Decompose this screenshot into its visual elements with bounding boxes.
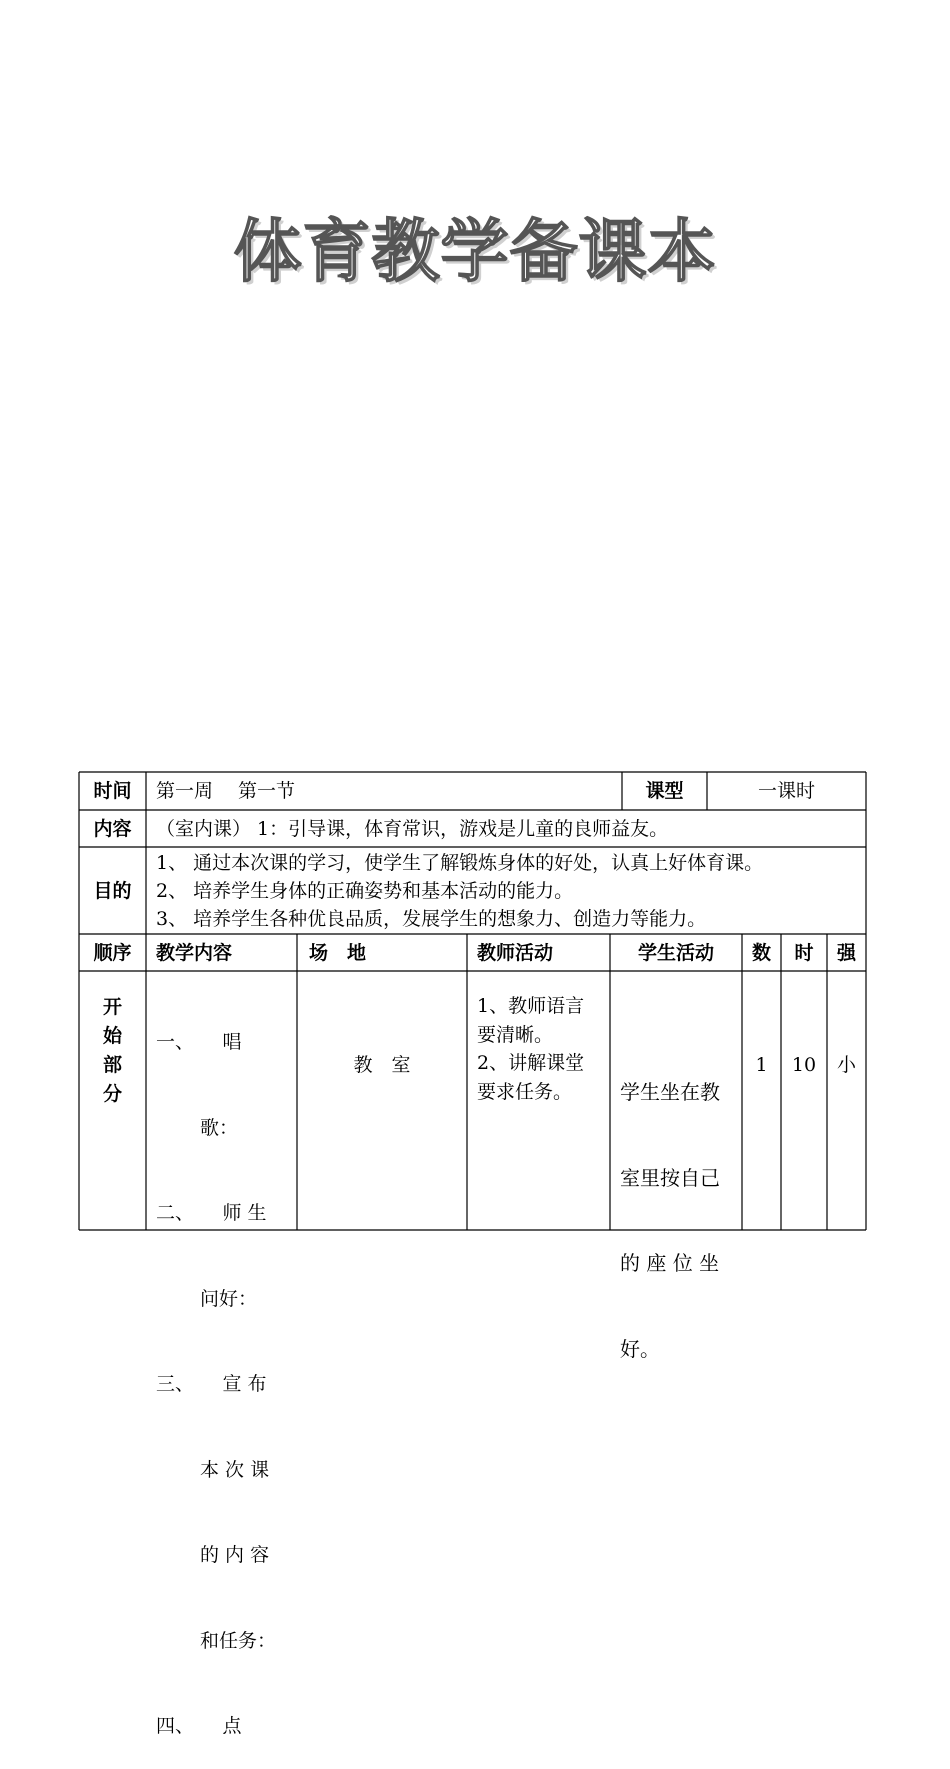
goal-item: 3、 培养学生各种优良品质，发展学生的想象力、创造力等能力。 [156,908,707,930]
teaching-line: 和任务： [200,1629,277,1652]
goal-item: 1、 通过本次课的学习，使学生了解锻炼身体的好处，认真上好体育课。 [156,852,764,874]
teaching-line: 二、 师 生 [156,1202,267,1224]
teaching-line: 本 次 课 [200,1458,270,1481]
header-teacher-activity: 教师活动 [477,941,554,964]
type-value: 一课时 [757,780,815,802]
venue-value: 教 室 [353,1054,411,1076]
header-student-activity: 学生活动 [637,941,714,964]
count-value: 1 [755,1054,768,1076]
section-name-char: 开 [102,996,122,1018]
goal-label: 目的 [93,879,132,902]
time-value: 第一周 第一节 [156,780,296,802]
goal-item: 2、 培养学生身体的正确姿势和基本活动的能力。 [156,880,574,902]
teacher-activity-line: 要清晰。 [477,1023,554,1046]
header-time: 时 [794,941,814,964]
document-title: 体育教学备课本 [233,213,717,292]
time-label: 时间 [93,780,132,802]
teaching-line: 三、 宣 布 [156,1373,267,1395]
teaching-line: 问好： [200,1287,258,1310]
teacher-activity-line: 2、讲解课堂 [477,1052,585,1074]
section-name-char: 部 [102,1054,122,1076]
teacher-activity-line: 要求任务。 [477,1080,573,1103]
student-activity-line: 好。 [620,1336,660,1361]
header-venue: 场 地 [309,941,367,964]
intensity-value: 小 [836,1054,856,1076]
teaching-line: 歌： [200,1116,239,1139]
teacher-activity-cell [467,971,610,1230]
teaching-line: 的 内 容 [200,1544,270,1566]
type-label: 课型 [645,780,684,802]
section-name [79,971,146,1230]
header-intensity: 强 [836,941,856,964]
student-activity-cell [610,971,742,1361]
section-name-char: 始 [102,1025,122,1047]
student-activity-line: 的 座 位 坐 [620,1251,720,1275]
teaching-line: 四、 点 [156,1715,242,1737]
student-activity-line: 室里按自己 [620,1165,720,1190]
teaching-line: 一、 唱 [156,1031,242,1053]
teaching-content-cell [146,971,297,1737]
content-value: （室内课） 1：引导课，体育常识，游戏是儿童的良师益友。 [156,817,669,840]
section-name-char: 分 [102,1083,122,1105]
goal-list [146,847,866,934]
header-teaching-content: 教学内容 [156,941,233,964]
teacher-activity-line: 1、教师语言 [477,995,585,1017]
student-activity-line: 学生坐在教 [620,1080,720,1104]
time-value-cell: 10 [791,1054,817,1076]
header-order: 顺序 [93,941,132,964]
content-label: 内容 [93,817,132,840]
header-count: 数 [751,941,771,964]
